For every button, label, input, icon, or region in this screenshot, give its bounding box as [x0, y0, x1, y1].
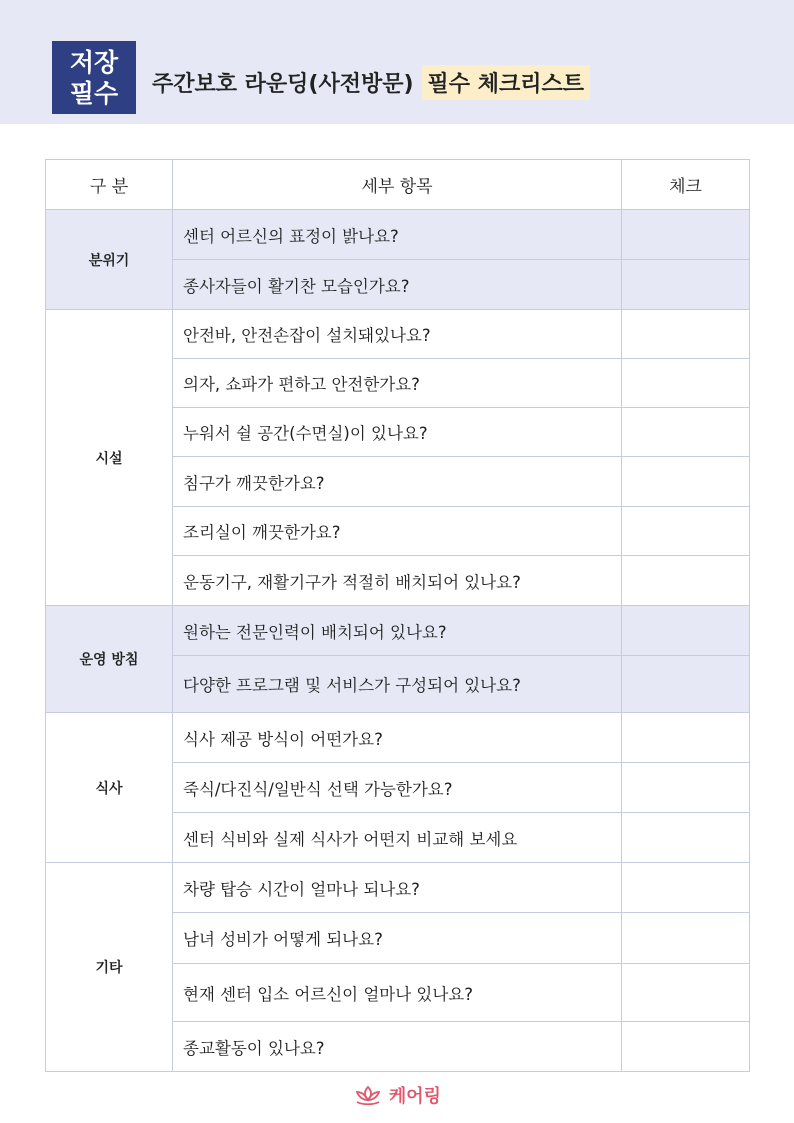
table-row — [46, 210, 750, 260]
item-cell: 침구가 깨끗한가요? — [173, 457, 622, 507]
checklist-body — [46, 210, 750, 1072]
badge-line-1: 저장 — [69, 47, 119, 77]
check-box[interactable] — [622, 964, 750, 1022]
check-box[interactable] — [622, 656, 750, 713]
check-box[interactable] — [622, 1022, 750, 1072]
table-row — [46, 606, 750, 656]
item-cell: 조리실이 깨끗한가요? — [173, 507, 622, 556]
header-check: 체크 — [622, 160, 750, 210]
check-box[interactable] — [622, 763, 750, 813]
item-cell: 운동기구, 재활기구가 적절히 배치되어 있나요? — [173, 556, 622, 606]
check-box[interactable] — [622, 457, 750, 507]
check-box[interactable] — [622, 713, 750, 763]
table-row — [46, 310, 750, 359]
category-cell: 운영 방침 — [46, 606, 173, 713]
check-box[interactable] — [622, 556, 750, 606]
item-cell: 안전바, 안전손잡이 설치돼있나요? — [173, 310, 622, 359]
item-cell: 센터 식비와 실제 식사가 어떤지 비교해 보세요 — [173, 813, 622, 863]
brand-name: 케어링 — [388, 1086, 442, 1107]
item-cell: 다양한 프로그램 및 서비스가 구성되어 있나요? — [173, 656, 622, 713]
check-box[interactable] — [622, 210, 750, 260]
category-cell: 기타 — [46, 863, 173, 1072]
lotus-icon — [353, 1084, 383, 1106]
header-category: 구 분 — [46, 160, 173, 210]
check-box[interactable] — [622, 310, 750, 359]
item-cell: 센터 어르신의 표정이 밝나요? — [173, 210, 622, 260]
category-cell: 분위기 — [46, 210, 173, 310]
table-row — [46, 713, 750, 763]
check-box[interactable] — [622, 813, 750, 863]
badge-line-2: 필수 — [69, 78, 119, 108]
table-row — [46, 863, 750, 913]
item-cell: 죽식/다진식/일반식 선택 가능한가요? — [173, 763, 622, 813]
check-box[interactable] — [622, 359, 750, 408]
item-cell: 현재 센터 입소 어르신이 얼마나 있나요? — [173, 964, 622, 1022]
item-cell: 남녀 성비가 어떻게 되나요? — [173, 913, 622, 964]
title-highlight: 필수 체크리스트 — [422, 65, 590, 100]
item-cell: 종교활동이 있나요? — [173, 1022, 622, 1072]
title-main: 주간보호 라운딩(사전방문) — [152, 71, 414, 97]
brand-logo — [0, 1078, 794, 1112]
page-title — [152, 62, 590, 102]
checklist-table — [45, 159, 750, 1072]
item-cell: 종사자들이 활기찬 모습인가요? — [173, 260, 622, 310]
item-cell: 식사 제공 방식이 어떤가요? — [173, 713, 622, 763]
item-cell: 의자, 쇼파가 편하고 안전한가요? — [173, 359, 622, 408]
check-box[interactable] — [622, 507, 750, 556]
item-cell: 원하는 전문인력이 배치되어 있나요? — [173, 606, 622, 656]
header-item: 세부 항목 — [173, 160, 622, 210]
save-required-badge — [52, 41, 136, 114]
check-box[interactable] — [622, 408, 750, 457]
check-box[interactable] — [622, 260, 750, 310]
item-cell: 차량 탑승 시간이 얼마나 되나요? — [173, 863, 622, 913]
category-cell: 식사 — [46, 713, 173, 863]
check-box[interactable] — [622, 863, 750, 913]
check-box[interactable] — [622, 606, 750, 656]
category-cell: 시설 — [46, 310, 173, 606]
check-box[interactable] — [622, 913, 750, 964]
item-cell: 누워서 쉴 공간(수면실)이 있나요? — [173, 408, 622, 457]
